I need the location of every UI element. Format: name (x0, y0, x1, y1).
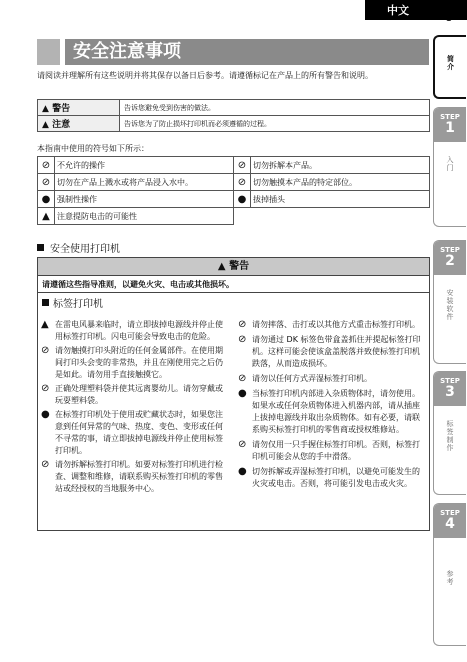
tab-step-1-label: 入门 (446, 156, 454, 172)
symbols-intro: 本指南中使用的符号如下所示： (37, 144, 149, 153)
tab-step-3-header (434, 372, 466, 406)
caution-level-label: 注意 (52, 120, 71, 130)
tab-step-2-header (434, 241, 466, 275)
section-title (37, 240, 120, 255)
tab-step-2-num: 2 (445, 253, 455, 269)
mandatory-icon: ● (38, 191, 55, 208)
language-label: 中文 (387, 4, 409, 17)
warning-item-text: 请勿以任何方式弄湿标签打印机。 (252, 374, 372, 383)
section-title-text: 安全使用打印机 (50, 244, 120, 255)
prohibited-icon: ⊘ (38, 157, 55, 174)
warning-item (238, 466, 421, 490)
chapter-nav (433, 35, 466, 646)
warning-item-text: 切勿拆解或弄湿标签打印机，以避免可能发生的火灾或电击。否则，将可能引发电击或火灾。 (252, 467, 420, 488)
warning-item (238, 319, 421, 331)
caution-level-row (38, 116, 430, 132)
warning-box-header-text: 警告 (229, 261, 250, 272)
symbol-row (38, 191, 430, 208)
mandatory-icon: ● (238, 388, 247, 399)
warning-subsection-title-text: 标签打印机 (53, 299, 103, 310)
warning-level-row (38, 100, 430, 116)
no-water-icon: ⊘ (238, 373, 247, 384)
caution-triangle-icon: ▲ (42, 120, 49, 130)
warning-item (41, 459, 224, 495)
tab-step-4-label: 参考 (446, 570, 454, 586)
tab-step-3-label: 标签制作 (446, 420, 454, 452)
symbols-table (37, 156, 430, 225)
no-water-icon: ⊘ (38, 174, 55, 191)
warning-item (41, 345, 224, 381)
unplug-icon: ● (234, 191, 251, 208)
no-disassemble-icon: ⊘ (234, 157, 251, 174)
square-bullet-icon (37, 244, 44, 251)
warning-item (238, 334, 421, 370)
tab-step-2-label: 安装软件 (446, 289, 454, 321)
tab-intro-label: 简介 (446, 55, 455, 71)
tab-step-4-header (434, 504, 466, 538)
page-number: 3 (446, 13, 453, 24)
warning-item (238, 439, 421, 463)
symbol-text: 切勿在产品上溅水或将产品浸入水中。 (55, 174, 234, 191)
prohibited-icon: ⊘ (238, 439, 247, 450)
warning-triangle-icon: ▲ (217, 261, 226, 272)
warning-items-left (41, 319, 224, 495)
warning-level-text: 告诉您避免受到伤害的做法。 (120, 100, 430, 116)
electric-shock-icon: ▲ (38, 208, 55, 225)
page-title: 安全注意事项 (65, 39, 429, 65)
square-bullet-icon (42, 299, 49, 306)
symbol-row (38, 174, 430, 191)
no-disassemble-icon: ⊘ (41, 459, 50, 470)
prohibited-icon: ⊘ (238, 334, 247, 345)
tab-step-3-num: 3 (445, 384, 455, 400)
no-touch-icon: ⊘ (234, 174, 251, 191)
title-decoration (37, 39, 60, 65)
mandatory-icon: ● (238, 466, 247, 477)
warning-box-subheader: 请遵循这些指导准则，以避免火灾、电击或其他损坏。 (38, 276, 429, 293)
warning-item (41, 409, 224, 457)
warning-item-text: 请勿通过 DK 标签色带盒盖抓住并提起标签打印机。这样可能会使该盒盖脱落并致使标签打印机跌落，从而造成损坏。 (252, 335, 421, 368)
tab-step-4-step: STEP (440, 509, 460, 517)
warning-subsection-title (42, 295, 103, 310)
tab-step-1[interactable] (433, 107, 466, 227)
tab-step-1-step: STEP (440, 113, 460, 121)
warning-level-label: 警告 (52, 104, 71, 114)
warning-item-text: 在雷电风暴来临时，请立即拔掉电源线并停止使用标签打印机。闪电可能会导致电击的危险。 (55, 320, 223, 341)
warning-item-text: 请勿摔落、击打或以其他方式重击标签打印机。 (252, 320, 420, 329)
caution-level-text: 告诉您为了防止损坏打印机而必须遵循的过程。 (120, 116, 430, 132)
prohibited-icon: ⊘ (41, 345, 50, 356)
tab-intro[interactable] (433, 35, 466, 99)
warning-item (41, 383, 224, 407)
warning-level-key (38, 100, 120, 116)
warning-item-text: 当标签打印机内部进入杂质物体时，请勿使用。如果水或任何杂质物体进入机器内部，请从插座上拔掉电源线并取出杂质物体。如有必要，请联系购买标签打印机的零售商或授权维修站。 (252, 389, 420, 434)
tab-step-1-num: 1 (445, 120, 455, 136)
warning-triangle-icon: ▲ (42, 104, 49, 114)
warning-item (238, 373, 421, 385)
symbol-text: 强制性操作 (55, 191, 234, 208)
warning-item-text: 请勿拆解标签打印机。如要对标签打印机进行检查、调整和维修，请联系购买标签打印机的零售站或经授权的当地服务中心。 (55, 460, 223, 493)
warning-item-text: 在标签打印机处于使用或贮藏状态时，如果您注意到任何异常的气味、热度、变色、变形或任何不寻常的事，请立即拔掉电源线并停止使用标签打印机。 (55, 410, 223, 455)
warning-item-text: 正确处理塑料袋并使其远离婴幼儿。请勿穿戴或玩耍塑料袋。 (55, 384, 223, 405)
warning-item (238, 388, 421, 436)
symbol-row (38, 208, 430, 225)
symbol-text: 注意提防电击的可能性 (55, 208, 234, 225)
symbol-text: 切勿拆解本产品。 (251, 157, 430, 174)
warning-item-text: 请勿触摸打印头附近的任何金属部件。在使用期间打印头会变的非常热，并且在刚使用完之后仍是如此。请勿用手直接触摸它。 (55, 346, 223, 379)
symbol-text: 拔掉插头 (251, 191, 430, 208)
unplug-icon: ● (41, 409, 50, 420)
tab-step-4[interactable] (433, 503, 466, 646)
warning-level-table (37, 99, 430, 132)
caution-level-key (38, 116, 120, 132)
tab-step-3[interactable] (433, 371, 466, 495)
warning-item (41, 319, 224, 343)
prohibited-icon: ⊘ (238, 319, 247, 330)
tab-step-2-step: STEP (440, 246, 460, 254)
symbol-text: 不允许的操作 (55, 157, 234, 174)
warning-item-text: 请勿仅用一只手握住标签打印机。否则，标签打印机可能会从您的手中滑落。 (252, 440, 420, 461)
symbol-text: 切勿触摸本产品的特定部位。 (251, 174, 430, 191)
tab-step-4-num: 4 (445, 516, 455, 532)
tab-step-2[interactable] (433, 240, 466, 364)
tab-step-1-header (434, 108, 466, 142)
prohibited-icon: ⊘ (41, 383, 50, 394)
shock-icon: ▲ (41, 319, 49, 330)
symbol-row (38, 157, 430, 174)
warning-box (37, 257, 430, 531)
warning-items-right (238, 319, 421, 490)
warning-box-header (38, 258, 429, 276)
intro-text: 请阅读并理解所有这些说明并将其保存以备日后参考。请遵循标记在产品上的所有警告和说明。 (37, 71, 373, 80)
tab-step-3-step: STEP (440, 377, 460, 385)
